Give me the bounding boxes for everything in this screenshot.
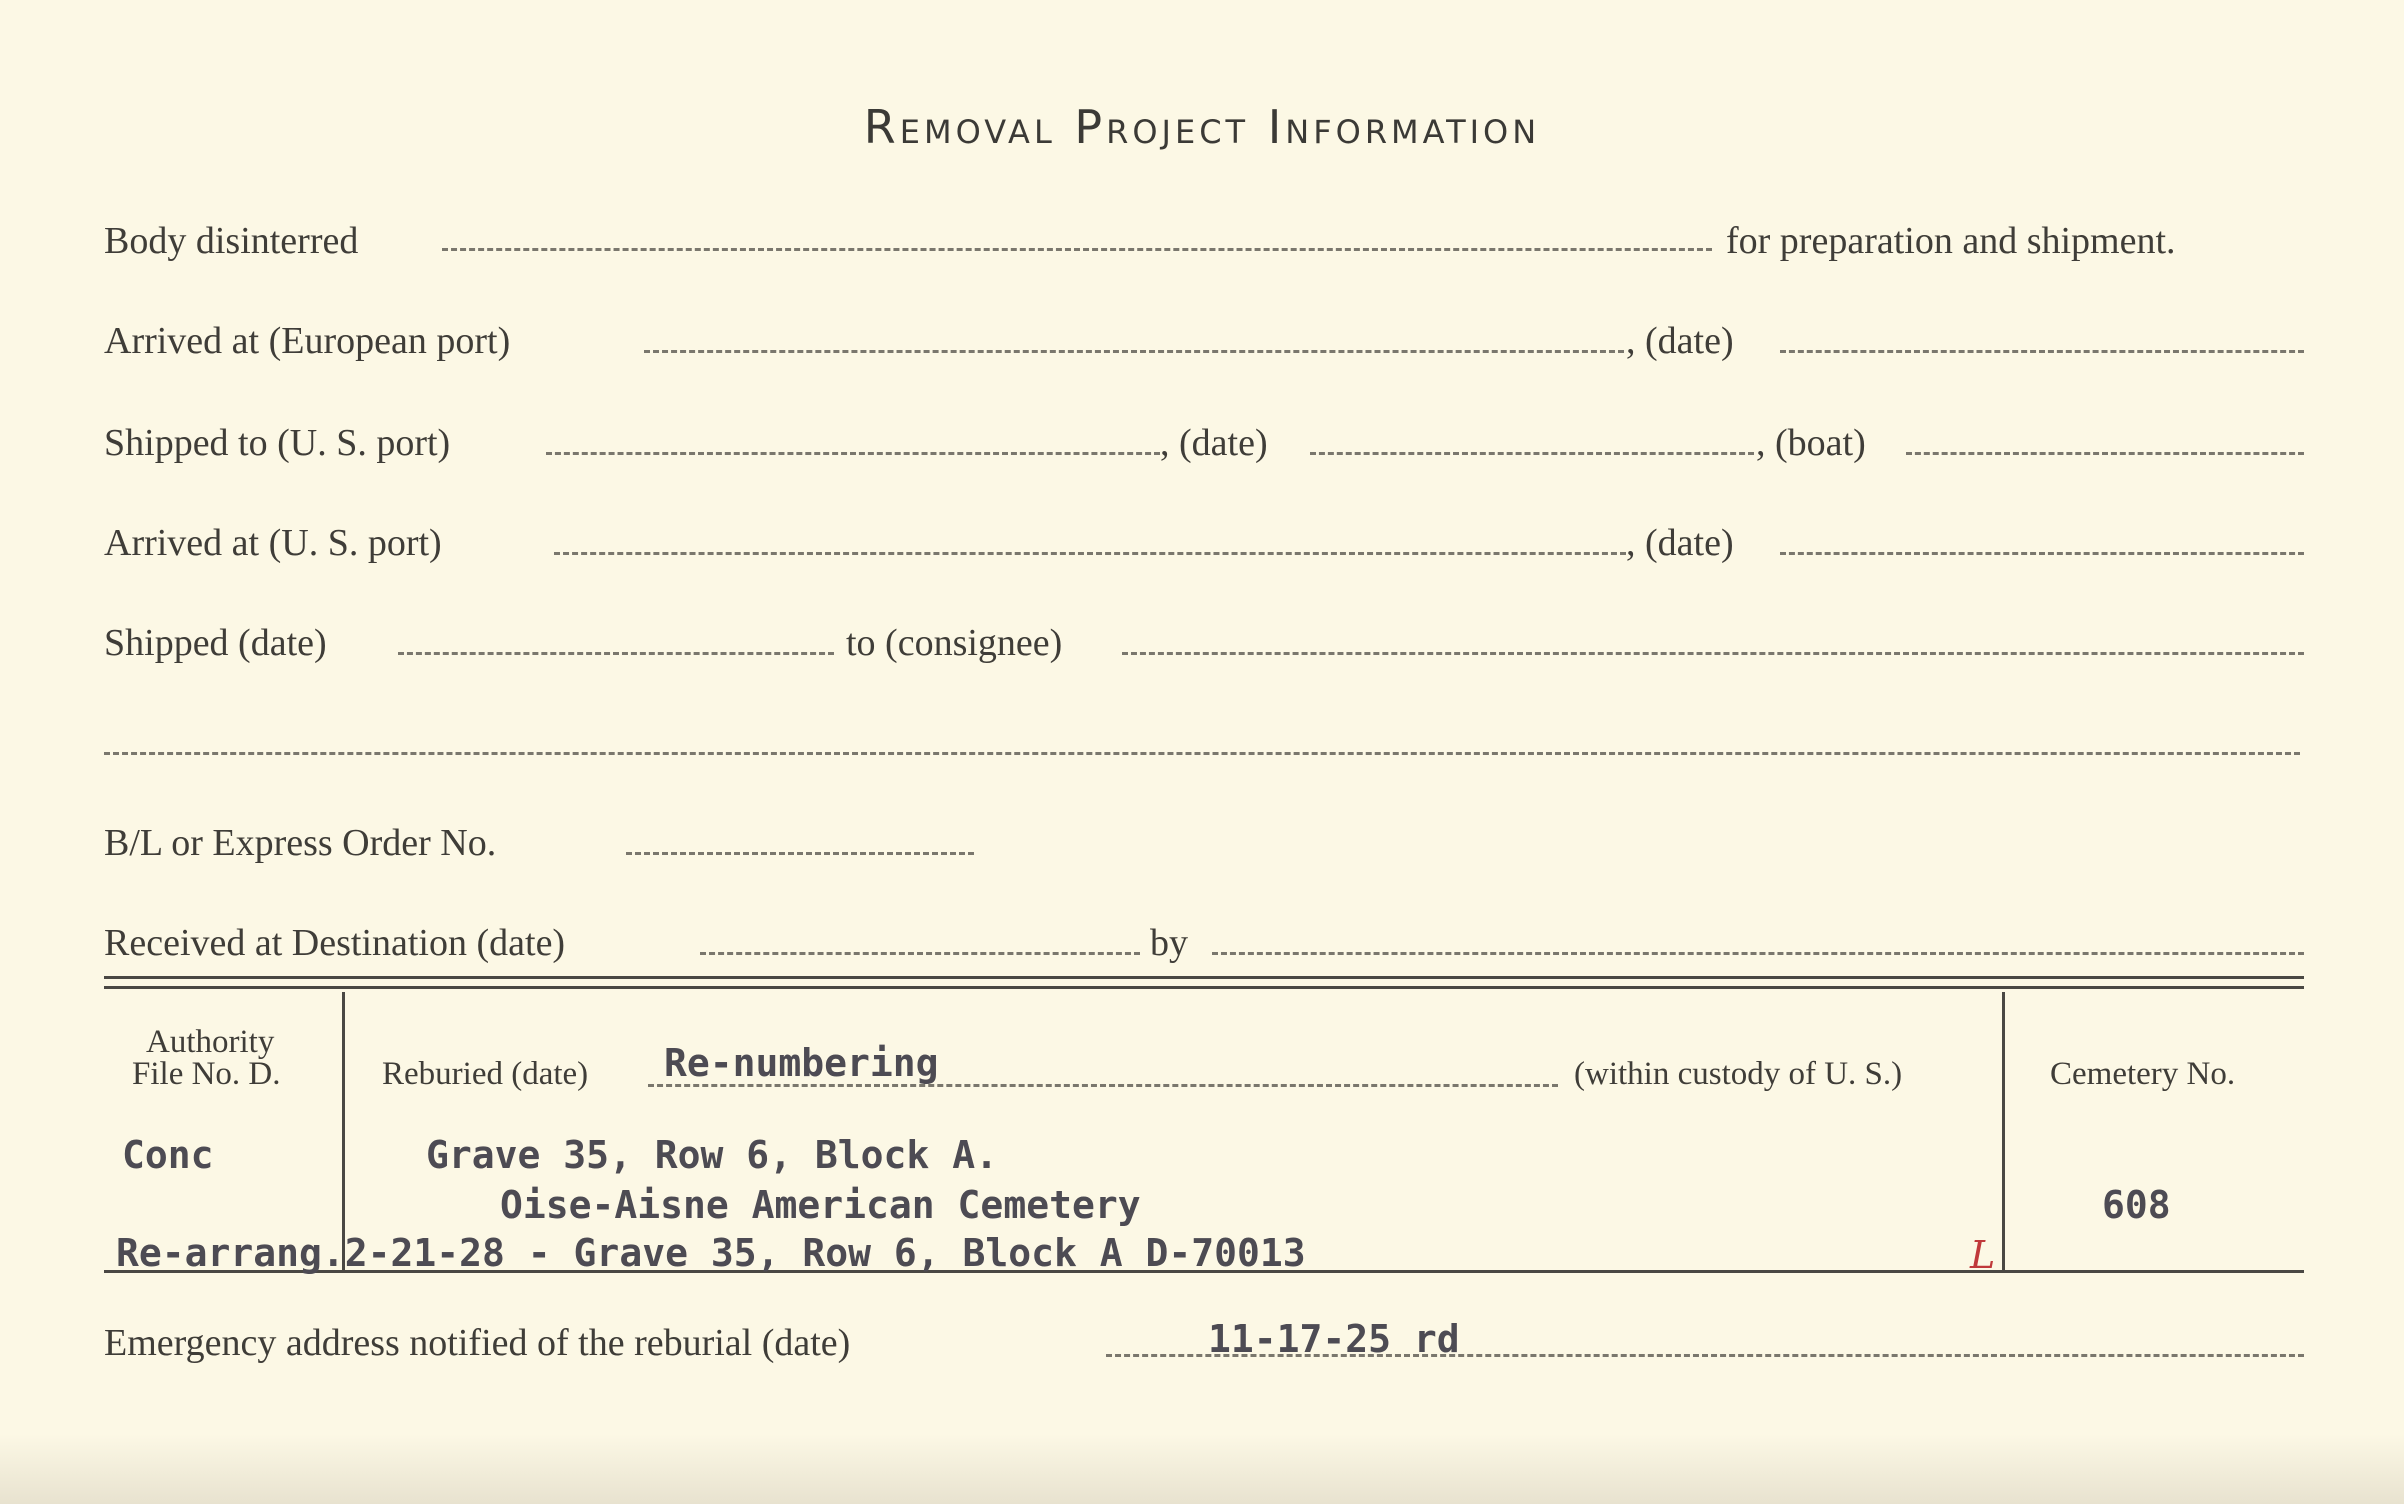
authority-typed-value: Conc [122,1133,214,1177]
shipped-us-port-label: Shipped to (U. S. port) [104,422,451,464]
arrival-date-label-1: , (date) [1626,320,1734,362]
body-disinterred-line [442,248,1712,251]
card-title: Removal Project Information [863,100,1541,154]
reburied-typed-value: Re-numbering [664,1041,939,1085]
received-destination-label: Received at Destination (date) [104,922,566,964]
us-port-line [546,452,1160,455]
for-preparation-label: for preparation and shipment. [1726,220,2176,262]
cemetery-no-label: Cemetery No. [2050,1056,2236,1092]
european-port-line [644,350,1624,353]
emergency-address-label: Emergency address notified of the reburial (date) [104,1322,851,1364]
arrived-us-port-line [554,552,1626,555]
table-top-rule-1 [104,976,2304,979]
arrived-us-port-label: Arrived at (U. S. port) [104,522,442,564]
table-top-rule-2 [104,986,2304,989]
by-label: by [1150,922,1188,964]
body-disinterred-label: Body disinterred [104,220,359,262]
arrival-date-label-3: , (date) [1626,522,1734,564]
cemetery-name-typed: Oise-Aisne American Cemetery [500,1183,1141,1227]
handwritten-initial: L [1970,1233,1996,1277]
within-custody-label: (within custody of U. S.) [1574,1056,1903,1092]
table-divider-left [342,992,345,1270]
grave-typed-line: Grave 35, Row 6, Block A. [426,1133,998,1177]
authority-label: Authority [146,1024,275,1060]
shipped-date-line-2 [1310,452,1754,455]
reburied-date-label: Reburied (date) [382,1056,589,1092]
table-divider-right [2002,992,2005,1270]
consignee-continuation-line [104,752,2300,755]
bl-express-order-label: B/L or Express Order No. [104,822,497,864]
arrival-date-line-1 [1780,350,2304,353]
emergency-date-typed: 11-17-25 rd [1208,1317,1460,1361]
rearrange-typed-line: Re-arrang.2-21-28 - Grave 35, Row 6, Block A D-70013 [116,1231,1306,1275]
arrived-european-port-label: Arrived at (European port) [104,320,511,362]
consignee-line [1122,652,2304,655]
received-date-line [700,952,1140,955]
boat-line [1906,452,2304,455]
boat-label: , (boat) [1756,422,1866,464]
shipped-date-label-2: , (date) [1160,422,1268,464]
shipped-date-line [398,652,834,655]
file-no-label: File No. D. [132,1056,281,1092]
bl-express-order-line [626,852,974,855]
to-consignee-label: to (consignee) [846,622,1063,664]
received-by-line [1212,952,2304,955]
cemetery-no-typed-value: 608 [2102,1183,2171,1227]
arrival-date-line-3 [1780,552,2304,555]
shipped-date-label: Shipped (date) [104,622,327,664]
